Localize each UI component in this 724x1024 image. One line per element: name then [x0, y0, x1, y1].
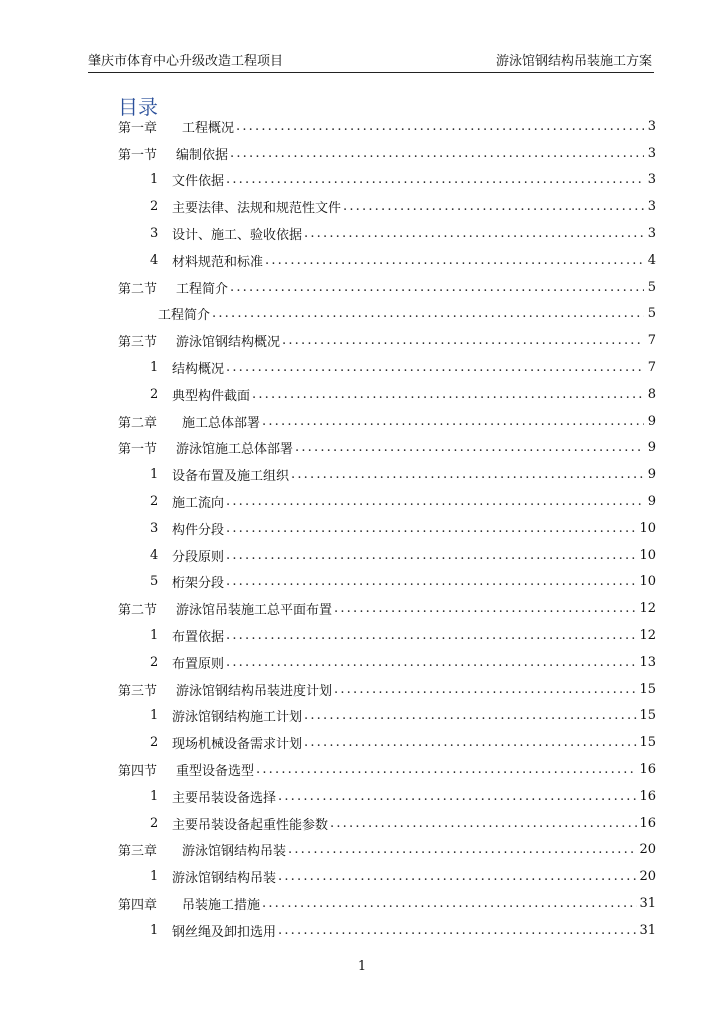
toc-leader-dots [304, 708, 637, 723]
toc-entry-page: 5 [647, 279, 656, 295]
toc-entry-page: 16 [639, 762, 656, 778]
toc-entry-page: 10 [639, 547, 656, 563]
toc-entry[interactable] [118, 783, 656, 810]
toc-entry-page: 10 [639, 574, 656, 590]
toc-entry-title: 游泳馆钢结构吊装进度计划 [176, 683, 333, 699]
toc-leader-dots [226, 521, 637, 536]
toc-leader-dots [262, 414, 644, 429]
toc-entry[interactable] [118, 863, 656, 890]
toc-entry-page: 9 [647, 467, 656, 483]
toc-leader-dots [343, 199, 644, 214]
toc-entry[interactable] [118, 193, 656, 220]
toc-leader-dots [226, 655, 637, 670]
toc-entry[interactable] [118, 140, 656, 167]
toc-entry-number: 1 [150, 708, 159, 724]
toc-entry-page: 10 [639, 520, 656, 536]
toc-entry-number: 3 [150, 520, 159, 536]
toc-entry-page: 3 [647, 118, 656, 134]
toc-leader-dots [265, 253, 644, 268]
toc-entry-page: 3 [647, 226, 656, 242]
toc-leader-dots [236, 119, 644, 134]
toc-leader-dots [330, 816, 637, 831]
toc-entry-page: 31 [639, 922, 656, 938]
toc-entry-page: 13 [639, 654, 656, 670]
toc-leader-dots [278, 789, 637, 804]
toc-entry-title: 文件依据 [172, 174, 225, 190]
toc-entry-number: 2 [150, 735, 159, 751]
toc-entry-title: 游泳馆钢结构吊装 [182, 844, 287, 860]
toc-entry[interactable] [118, 354, 656, 381]
toc-leader-dots [226, 494, 644, 509]
toc-entry-page: 12 [639, 601, 656, 617]
toc-leader-dots [226, 172, 644, 187]
toc-entry[interactable] [118, 220, 656, 247]
toc-leader-dots [226, 360, 644, 375]
toc-entry-number: 第三节 [118, 683, 158, 699]
toc-entry-title: 分段原则 [172, 549, 225, 565]
toc-entry-number: 第二节 [118, 281, 158, 297]
toc-entry[interactable] [118, 327, 656, 354]
toc-entry-page: 5 [647, 306, 656, 322]
toc-entry-number: 2 [150, 494, 159, 510]
header-rule [88, 72, 654, 73]
toc-entry-number: 1 [150, 869, 159, 885]
toc-entry-page: 16 [639, 815, 656, 831]
toc-entry[interactable] [118, 408, 656, 435]
toc-entry-title: 工程简介 [158, 308, 211, 324]
toc-entry-page: 4 [647, 252, 656, 268]
toc-entry-page: 3 [647, 145, 656, 161]
toc-entry-page: 3 [647, 199, 656, 215]
toc-entry[interactable] [118, 247, 656, 274]
toc-entry-page: 7 [647, 333, 656, 349]
toc-entry[interactable] [118, 756, 656, 783]
toc-entry-number: 2 [150, 386, 159, 402]
toc-entry[interactable] [118, 917, 656, 944]
toc-entry[interactable] [118, 703, 656, 730]
toc-entry-page: 9 [647, 440, 656, 456]
toc-entry[interactable] [118, 622, 656, 649]
toc-entry-title: 构件分段 [172, 522, 225, 538]
toc-entry-page: 8 [647, 386, 656, 402]
toc-leader-dots [291, 467, 644, 482]
toc-leader-dots [304, 735, 637, 750]
toc-entry[interactable] [118, 542, 656, 569]
toc-leader-dots [212, 306, 644, 321]
toc-entry-title: 施工总体部署 [182, 415, 261, 431]
toc-leader-dots [230, 280, 644, 295]
toc-entry[interactable] [118, 837, 656, 864]
toc-entry[interactable] [118, 381, 656, 408]
toc-entry[interactable] [118, 729, 656, 756]
toc-entry[interactable] [118, 595, 656, 622]
toc-entry-page: 20 [639, 842, 656, 858]
toc-entry-number: 5 [150, 574, 159, 590]
toc-entry-title: 桁架分段 [172, 576, 225, 592]
toc-entry-number: 第四节 [118, 764, 158, 780]
page-header-left: 肇庆市体育中心升级改造工程项目 [88, 54, 284, 69]
toc-entry-number: 1 [150, 628, 159, 644]
toc-entry-page: 12 [639, 628, 656, 644]
toc-leader-dots [226, 548, 637, 563]
toc-entry[interactable] [118, 890, 656, 917]
toc-entry[interactable] [118, 167, 656, 194]
toc-entry-number: 2 [150, 654, 159, 670]
toc-title: 目录 [118, 95, 158, 119]
toc-leader-dots [278, 923, 637, 938]
toc-entry-title: 设备布置及施工组织 [172, 469, 290, 485]
toc-entry[interactable] [118, 488, 656, 515]
toc-entry[interactable] [118, 810, 656, 837]
toc-entry-number: 1 [150, 172, 159, 188]
toc-entry-page: 3 [647, 172, 656, 188]
toc-entry[interactable] [118, 569, 656, 596]
toc-entry-number: 第一节 [118, 442, 158, 458]
toc-entry-number: 1 [150, 788, 159, 804]
toc-entry-number: 第二章 [118, 415, 158, 431]
toc-leader-dots [226, 628, 637, 643]
toc-leader-dots [334, 682, 637, 697]
table-of-contents [118, 113, 656, 944]
toc-entry[interactable] [118, 113, 656, 140]
toc-entry-number: 3 [150, 226, 159, 242]
toc-entry[interactable] [118, 676, 656, 703]
toc-entry-number: 1 [150, 922, 159, 938]
toc-entry-title: 游泳馆钢结构概况 [176, 335, 281, 351]
toc-leader-dots [252, 387, 644, 402]
toc-entry-number: 第一节 [118, 147, 158, 163]
toc-leader-dots [282, 333, 644, 348]
toc-entry[interactable] [118, 649, 656, 676]
toc-entry-title: 主要法律、法规和规范性文件 [172, 201, 342, 217]
toc-entry[interactable] [118, 435, 656, 462]
toc-entry-page: 20 [639, 869, 656, 885]
toc-entry-number: 2 [150, 199, 159, 215]
toc-entry-number: 第三章 [118, 844, 158, 860]
toc-entry-page: 15 [639, 681, 656, 697]
toc-entry[interactable] [118, 274, 656, 301]
toc-entry-number: 1 [150, 467, 159, 483]
toc-entry-title: 游泳馆吊装施工总平面布置 [176, 603, 333, 619]
toc-entry[interactable] [118, 515, 656, 542]
toc-entry-title: 吊装施工措施 [182, 898, 261, 913]
toc-entry-title: 典型构件截面 [172, 388, 251, 404]
toc-leader-dots [288, 842, 637, 857]
toc-entry-title: 游泳馆施工总体部署 [176, 442, 294, 458]
toc-entry-title: 主要吊装设备起重性能参数 [172, 817, 329, 833]
toc-entry-title: 布置原则 [172, 656, 225, 672]
toc-entry-page: 7 [647, 360, 656, 376]
toc-entry-title: 游泳馆钢结构吊装 [172, 871, 277, 887]
toc-leader-dots [256, 762, 637, 777]
footer-page-number: 1 [357, 959, 367, 974]
toc-entry[interactable] [118, 461, 656, 488]
toc-entry-number: 第二节 [118, 603, 158, 619]
toc-entry-page: 31 [639, 896, 656, 911]
toc-entry-title: 重型设备选型 [176, 764, 255, 780]
page-header-right: 游泳馆钢结构吊装施工方案 [495, 54, 652, 69]
toc-leader-dots [334, 601, 637, 616]
toc-leader-dots [295, 440, 644, 455]
toc-entry[interactable] [118, 301, 656, 328]
toc-entry-title: 材料规范和标准 [172, 254, 264, 270]
toc-entry-title: 施工流向 [172, 496, 225, 512]
toc-entry-title: 编制依据 [176, 147, 229, 163]
toc-entry-title: 工程简介 [176, 281, 229, 297]
toc-entry-page: 15 [639, 735, 656, 751]
toc-entry-title: 主要吊装设备选择 [172, 790, 277, 806]
toc-entry-title: 结构概况 [172, 362, 225, 378]
toc-entry-number: 2 [150, 815, 159, 831]
toc-leader-dots [226, 574, 637, 589]
toc-entry-title: 布置依据 [172, 630, 225, 646]
toc-entry-title: 设计、施工、验收依据 [172, 228, 303, 244]
toc-entry-number: 第四章 [118, 898, 158, 913]
toc-entry-page: 15 [639, 708, 656, 724]
toc-entry-number: 4 [150, 547, 159, 563]
toc-entry-number: 1 [150, 360, 159, 376]
toc-leader-dots [278, 869, 637, 884]
toc-entry-number: 第三节 [118, 335, 158, 351]
toc-entry-page: 16 [639, 788, 656, 804]
toc-entry-title: 钢丝绳及卸扣选用 [172, 924, 277, 940]
toc-entry-number: 第一章 [118, 120, 158, 136]
toc-leader-dots [304, 226, 644, 241]
toc-leader-dots [262, 896, 637, 911]
toc-entry-title: 现场机械设备需求计划 [172, 737, 303, 753]
toc-entry-title: 工程概况 [182, 120, 235, 136]
toc-entry-page: 9 [647, 413, 656, 429]
toc-entry-number: 4 [150, 252, 159, 268]
toc-entry-title: 游泳馆钢结构施工计划 [172, 710, 303, 726]
toc-entry-page: 9 [647, 494, 656, 510]
toc-leader-dots [230, 146, 644, 161]
